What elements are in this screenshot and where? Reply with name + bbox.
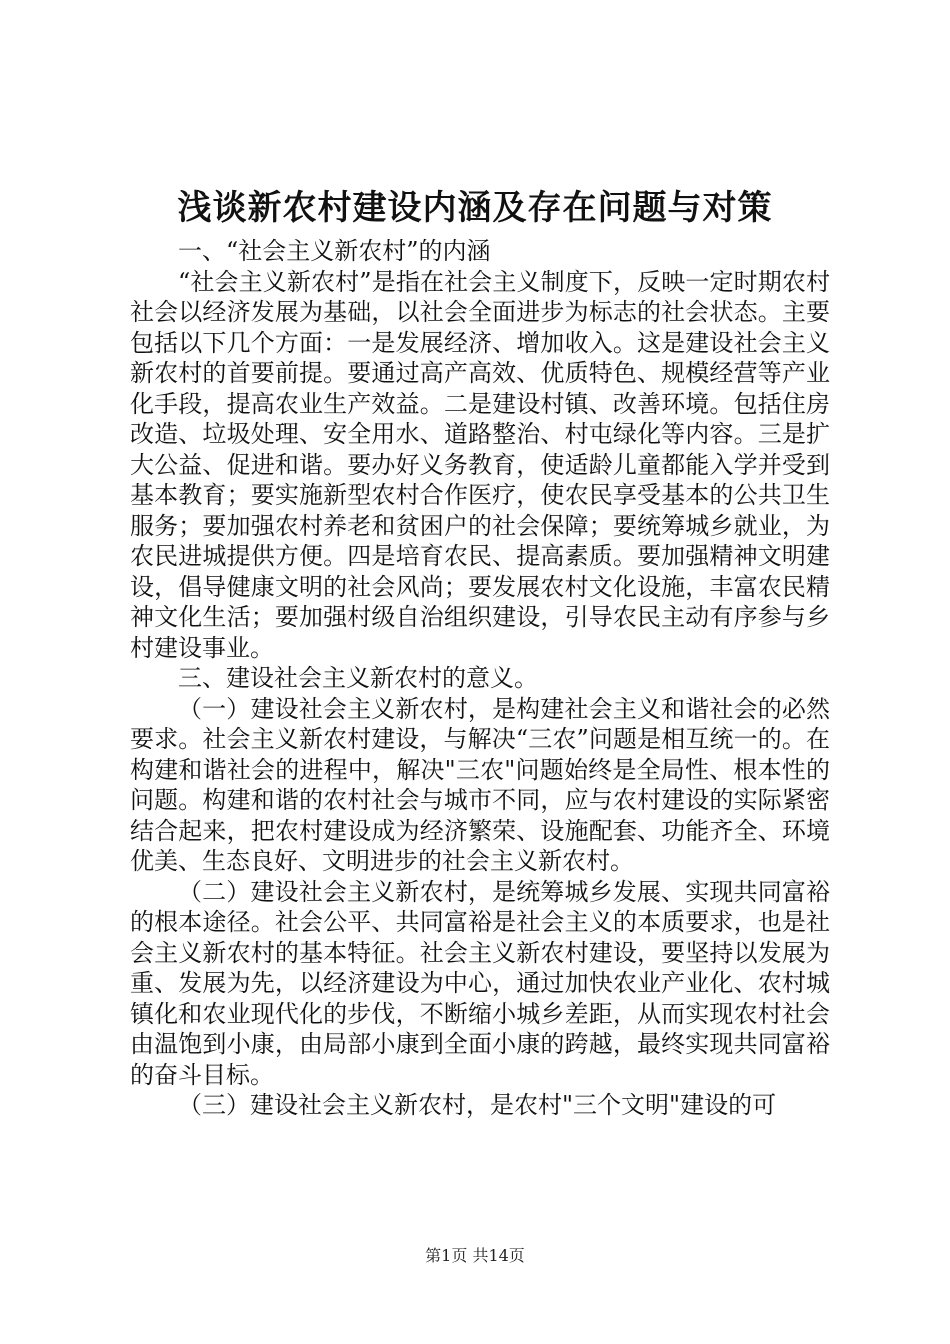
section-heading-1: 一、“社会主义新农村”的内涵	[178, 237, 491, 265]
body-paragraph: “社会主义新农村”是指在社会主义制度下，反映一定时期农村社会以经济发展为基础，以社会全面进步为标志的社会状态。主要包括以下几个方面：一是发展经济、增加收入。这是建设社会主义新农村的首要前提。要通过高产高效、优质特色、规模经营等产业化手段，提高农业生产效益。二是建设村镇、改善环境。包括住房改造、垃圾处理、安全用水、道路整治、村屯绿化等内容。三是扩大公益、促进和谐。要办好义务教育，使适龄儿童都能入学并受到基本教育；要实施新型农村合作医疗，使农民享受基本的公共卫生服务；要加强农村养老和贫困户的社会保障；要统筹城乡就业，为农民进城提供方便。四是培育农民、提高素质。要加强精神文明建设，倡导健康文明的社会风尚；要发展农村文化设施，丰富农民精神文化生活；要加强村级自治组织建设，引导农民主动有序参与乡村建设事业。	[130, 267, 830, 662]
document-body	[130, 236, 830, 1121]
body-paragraph: （三）建设社会主义新农村，是农村"三个文明"建设的可	[178, 1091, 777, 1119]
body-paragraph: （二）建设社会主义新农村，是统筹城乡发展、实现共同富裕的根本途径。社会公平、共同富裕是社会主义的本质要求，也是社会主义新农村的基本特征。社会主义新农村建设，要坚持以发展为重、发展为先，以经济建设为中心，通过加快农业产业化、农村城镇化和农业现代化的步伐，不断缩小城乡差距，从而实现农村社会由温饱到小康，由局部小康到全面小康的跨越，最终实现共同富裕的奋斗目标。	[130, 877, 830, 1089]
page-title: 浅谈新农村建设内涵及存在问题与对策	[177, 188, 773, 228]
body-paragraph: （一）建设社会主义新农村，是构建社会主义和谐社会的必然要求。社会主义新农村建设，与解决“三农”问题是相互统一的。在构建和谐社会的进程中，解决"三农"问题始终是全局性、根本性的问题。构建和谐的农村社会与城市不同，应与农村建设的实际紧密结合起来，把农村建设成为经济繁荣、设施配套、功能齐全、环境优美、生态良好、文明进步的社会主义新农村。	[130, 694, 830, 875]
page-footer: 第1页 共14页	[425, 1246, 525, 1265]
section-heading-3: 三、建设社会主义新农村的意义。	[178, 664, 538, 692]
